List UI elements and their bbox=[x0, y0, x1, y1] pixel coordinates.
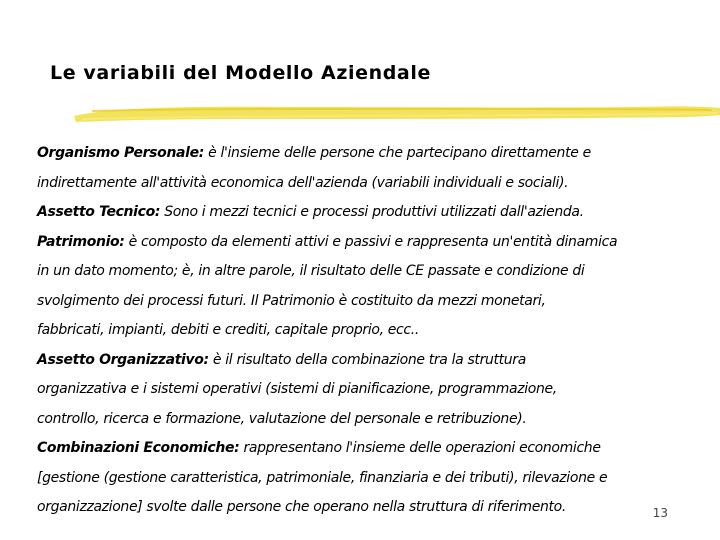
text-line bbox=[37, 287, 677, 317]
definition-text: controllo, ricerca e formazione, valutazione del personale e retribuzione). bbox=[37, 410, 527, 427]
text-line bbox=[37, 257, 677, 287]
title-underline-brushstroke bbox=[72, 98, 720, 128]
text-line bbox=[37, 375, 677, 405]
definition-text: è il risultato della combinazione tra la struttura bbox=[208, 351, 526, 368]
definition-text: organizzativa e i sistemi operativi (sistemi di pianificazione, programmazione, bbox=[37, 381, 557, 397]
definition-text: indirettamente all'attività economica dell'azienda (variabili individuali e sociali). bbox=[37, 174, 569, 191]
text-line bbox=[37, 228, 677, 258]
definition-text: è l'insieme delle persone che partecipano direttamente e bbox=[204, 145, 591, 161]
term-label: Patrimonio: bbox=[37, 233, 125, 250]
paragraph bbox=[37, 228, 677, 346]
slide-title: Le variabili del Modello Aziendale bbox=[50, 62, 431, 84]
text-line bbox=[37, 139, 677, 169]
term-label: Assetto Organizzativo: bbox=[37, 351, 209, 368]
text-line bbox=[37, 405, 677, 435]
text-line bbox=[37, 434, 677, 464]
definition-text: [gestione (gestione caratteristica, patrimoniale, finanziaria e dei tributi), rilevazione e bbox=[37, 469, 608, 486]
paragraph bbox=[37, 198, 677, 228]
body-text bbox=[37, 139, 677, 523]
definition-text: svolgimento dei processi futuri. Il Patrimonio è costituito da mezzi monetari, bbox=[37, 292, 546, 309]
definition-text: in un dato momento; è, in altre parole, il risultato delle CE passate e condizione di bbox=[37, 263, 585, 279]
paragraph bbox=[37, 346, 677, 435]
term-label: Combinazioni Economiche: bbox=[37, 440, 240, 456]
definition-text: organizzazione] svolte dalle persone che operano nella struttura di riferimento. bbox=[37, 499, 566, 515]
text-line bbox=[37, 464, 677, 494]
page-number: 13 bbox=[652, 506, 668, 520]
definition-text: rappresentano l'insieme delle operazioni economiche bbox=[239, 440, 601, 456]
definition-text: fabbricati, impianti, debiti e crediti, capitale proprio, ecc.. bbox=[37, 322, 419, 338]
text-line bbox=[37, 493, 677, 523]
definition-text: Sono i mezzi tecnici e processi produttivi utilizzati dall'azienda. bbox=[160, 204, 584, 220]
term-label: Assetto Tecnico: bbox=[37, 204, 161, 220]
text-line bbox=[37, 316, 677, 346]
term-label: Organismo Personale: bbox=[37, 145, 204, 161]
paragraph bbox=[37, 434, 677, 523]
paragraph bbox=[37, 139, 677, 198]
text-line bbox=[37, 346, 677, 376]
definition-text: è composto da elementi attivi e passivi e rappresenta un'entità dinamica bbox=[124, 233, 618, 250]
text-line bbox=[37, 169, 677, 199]
text-line bbox=[37, 198, 677, 228]
